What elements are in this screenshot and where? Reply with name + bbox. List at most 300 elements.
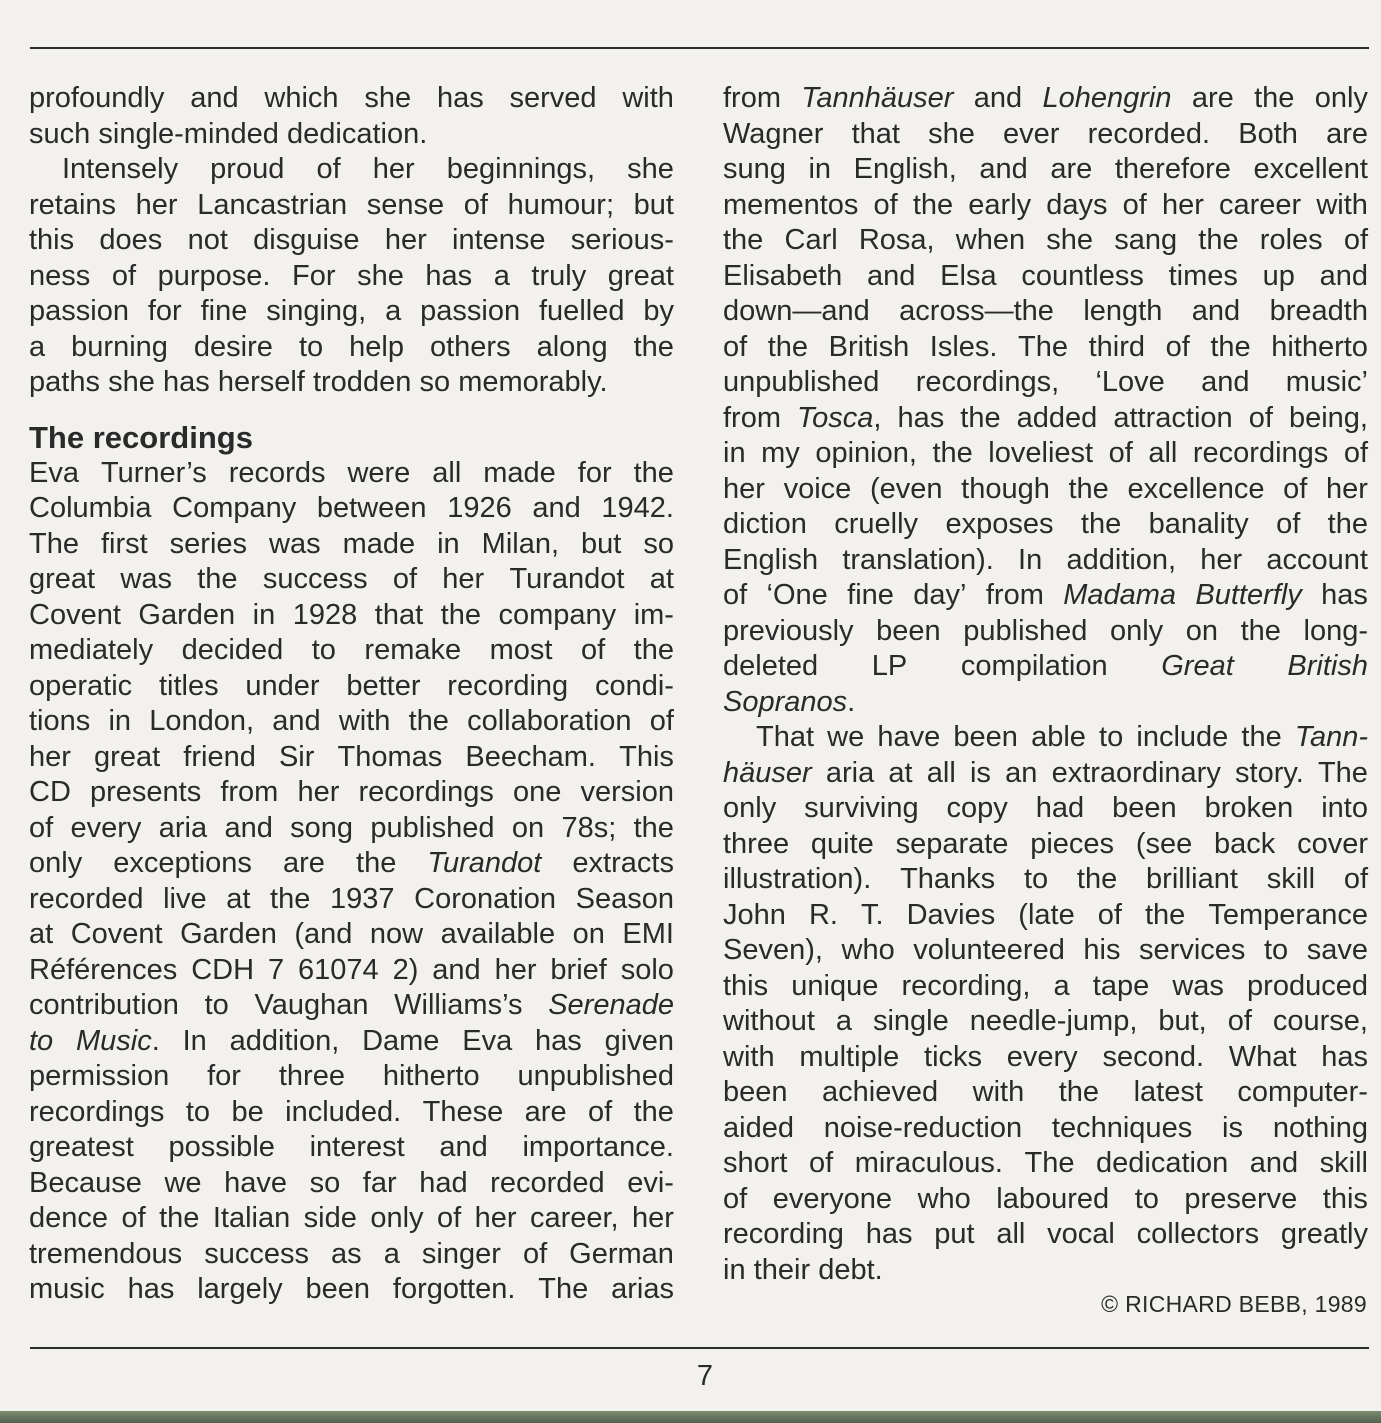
word: noise-reduction — [823, 1111, 1023, 1144]
word: aided — [723, 1111, 794, 1144]
word: an — [1005, 756, 1038, 789]
word: at — [888, 756, 913, 789]
word: of — [1343, 437, 1368, 469]
word: we — [827, 721, 865, 753]
word: with — [972, 1076, 1025, 1108]
word: vocal — [1047, 1218, 1115, 1250]
word: three — [278, 1060, 345, 1092]
word: published — [370, 811, 495, 844]
word: to — [1134, 1182, 1159, 1215]
word: times — [1168, 259, 1238, 292]
word: CD — [29, 776, 71, 808]
text-line — [29, 1237, 674, 1273]
word: Covent — [70, 918, 163, 950]
word: success — [262, 563, 368, 595]
word: serious- — [570, 224, 674, 256]
word: to — [311, 634, 336, 666]
word: has — [436, 82, 484, 114]
word: exposes — [945, 508, 1054, 540]
word: presents — [90, 776, 202, 808]
word: singing, — [266, 295, 367, 327]
word: translation). — [842, 543, 994, 576]
word: broken — [1204, 792, 1294, 824]
word: forgotten. — [392, 1273, 516, 1305]
word: the — [1241, 721, 1282, 753]
word: single-minded — [98, 117, 279, 150]
word: dence — [29, 1202, 109, 1234]
word: a — [29, 330, 46, 363]
word: along — [536, 330, 608, 363]
text-line — [723, 933, 1368, 969]
word: tions — [29, 705, 91, 737]
word: far — [362, 1166, 397, 1199]
word: only — [29, 847, 83, 879]
word: first — [100, 527, 148, 560]
word: unpublished — [517, 1060, 674, 1092]
text-line — [723, 791, 1368, 827]
text-line — [29, 365, 674, 401]
word: achieved — [822, 1076, 939, 1108]
word: has — [425, 259, 473, 292]
word: she — [364, 82, 412, 114]
word: so — [419, 366, 451, 398]
word: produced — [1247, 969, 1368, 1002]
word: volunteered — [913, 934, 1065, 966]
word: Isles. — [929, 330, 998, 363]
word: as — [331, 1237, 362, 1270]
word: Rosa, — [858, 224, 935, 256]
word: in — [808, 153, 832, 185]
word: her — [135, 188, 178, 221]
word: on — [572, 918, 605, 950]
word: Elisabeth — [723, 259, 843, 292]
word: surviving — [804, 792, 919, 824]
word: truly — [531, 259, 587, 292]
word: Eva — [462, 1024, 513, 1057]
word: put — [934, 1218, 975, 1250]
word: passion — [420, 295, 521, 327]
text-line — [29, 152, 674, 188]
word: his — [1083, 934, 1121, 966]
word: and — [432, 953, 481, 986]
word: solo — [620, 953, 674, 986]
word: permission — [29, 1060, 170, 1092]
word: the — [1068, 472, 1109, 505]
word: available — [440, 918, 556, 950]
word: extraordinary — [1051, 756, 1221, 789]
word: countless — [1021, 259, 1144, 292]
text-line — [723, 365, 1368, 401]
word: skill — [1266, 863, 1316, 895]
word: so — [309, 1166, 341, 1199]
text-line — [29, 1130, 674, 1166]
word: of — [723, 330, 748, 363]
text-line — [723, 898, 1368, 934]
word: had — [1035, 792, 1085, 824]
word: now — [369, 918, 424, 950]
word: only — [1314, 82, 1368, 114]
text-line — [29, 882, 674, 918]
word: Both — [1238, 117, 1298, 150]
word: between — [316, 492, 427, 524]
word: Music. — [76, 1024, 160, 1057]
word: three — [723, 827, 790, 860]
word: are — [1191, 82, 1234, 114]
word: long- — [1303, 614, 1368, 647]
word: 2) — [392, 953, 419, 986]
word: company — [498, 598, 617, 631]
word: Butterfly — [1195, 579, 1302, 611]
word: only — [1109, 614, 1164, 647]
word: of — [1248, 401, 1273, 434]
word: friend — [183, 740, 256, 773]
word: all — [432, 456, 462, 489]
text-line — [723, 1217, 1368, 1253]
word: single — [872, 1005, 949, 1037]
text-line — [723, 507, 1368, 543]
word: fuelled — [539, 295, 625, 327]
text-line — [29, 740, 674, 776]
word: with — [338, 705, 391, 737]
word: been — [876, 614, 941, 647]
text-line — [723, 330, 1368, 366]
word: of — [723, 579, 748, 611]
word: exceptions — [113, 847, 252, 879]
word: mementos — [723, 188, 859, 221]
word: recordings, — [915, 366, 1060, 398]
section-heading: The recordings — [29, 419, 253, 455]
word: (late — [1018, 898, 1075, 931]
word: English — [723, 543, 819, 576]
word: Milan, — [481, 527, 560, 560]
text-line — [723, 1146, 1368, 1182]
word: Elsa — [940, 259, 997, 292]
word: mediately — [29, 634, 154, 666]
word: music’ — [1285, 366, 1368, 398]
word: in — [437, 527, 460, 560]
word: she — [1046, 224, 1094, 256]
text-line — [29, 294, 674, 330]
word: in — [108, 705, 132, 737]
word: all — [926, 756, 956, 789]
word: breadth — [1269, 295, 1368, 327]
right-column — [723, 81, 1368, 1288]
word: of — [873, 188, 898, 221]
word: recording — [447, 669, 569, 702]
word: of — [580, 634, 606, 666]
word: of — [1276, 508, 1301, 540]
word: not — [187, 224, 228, 256]
word: the — [932, 437, 973, 469]
text-line — [723, 1004, 1368, 1040]
word: Carl — [784, 224, 838, 256]
word: and — [1319, 259, 1368, 292]
word: operatic — [29, 669, 133, 702]
text-line — [723, 614, 1368, 650]
word: Tannhäuser — [801, 82, 954, 114]
word: her — [372, 153, 415, 185]
text-line — [723, 649, 1368, 685]
text-line — [723, 1075, 1368, 1111]
word: from — [723, 82, 781, 114]
word: does — [99, 224, 163, 256]
word: and — [973, 82, 1023, 114]
text-line — [723, 188, 1368, 224]
word: been — [723, 1076, 788, 1108]
word: has — [897, 401, 945, 434]
word: able — [1031, 721, 1086, 753]
text-line — [723, 969, 1368, 1005]
word: great — [94, 740, 161, 773]
word: deleted — [723, 650, 819, 682]
word: that — [851, 117, 900, 150]
text-line — [723, 223, 1368, 259]
word: included. — [285, 1095, 402, 1128]
word: Coronation — [414, 882, 557, 915]
word: 1926 — [447, 492, 512, 524]
word: that — [374, 598, 424, 631]
word: all — [1148, 437, 1178, 469]
word: help — [349, 330, 404, 363]
word: was — [269, 527, 321, 560]
word: recordings — [358, 776, 494, 808]
word: up — [1262, 259, 1295, 292]
word: Sir — [278, 740, 315, 773]
word: published — [963, 614, 1088, 647]
word: being, — [1288, 401, 1368, 434]
word: which — [264, 82, 339, 114]
word: the — [1145, 898, 1186, 931]
word: Turandot — [509, 563, 625, 595]
word: only — [370, 1202, 424, 1234]
word: nothing — [1272, 1111, 1368, 1144]
word: aria — [158, 811, 208, 844]
word: opinion, — [815, 437, 917, 469]
word: her — [494, 953, 537, 986]
word: latest — [1133, 1076, 1203, 1108]
word: therefore — [1114, 153, 1231, 185]
word: remake — [364, 634, 462, 666]
word: of — [436, 1202, 462, 1234]
word: (even — [869, 472, 943, 505]
word: recordings — [1192, 437, 1329, 469]
text-line — [29, 223, 674, 259]
word: who — [917, 1182, 971, 1215]
word: are — [524, 1095, 567, 1128]
word: a — [385, 295, 402, 327]
word: the — [960, 401, 1001, 434]
word: häuser — [723, 756, 812, 789]
word: illustration). — [723, 863, 872, 895]
word: passion — [29, 295, 129, 327]
word: In — [182, 1024, 207, 1057]
word: include — [1136, 721, 1229, 753]
text-line — [29, 1024, 674, 1060]
word: of — [1122, 188, 1147, 221]
word: Thanks — [900, 863, 996, 895]
word: multiple — [799, 1040, 900, 1073]
text-line — [29, 188, 674, 224]
word: ticks — [924, 1040, 983, 1073]
word: in — [723, 437, 746, 469]
word: of — [522, 1237, 548, 1270]
word: are — [1326, 117, 1368, 150]
word: the — [356, 847, 397, 879]
word: career — [1219, 188, 1302, 221]
word: retains — [29, 188, 117, 221]
word: a — [383, 1237, 400, 1270]
word: EMI — [622, 918, 674, 950]
word: cruelly — [834, 508, 919, 540]
word: and — [532, 492, 581, 524]
word: this — [1322, 1182, 1368, 1215]
word: sang — [1114, 224, 1178, 256]
word: early — [968, 188, 1032, 221]
word: the — [197, 563, 238, 595]
word: Seven), — [723, 934, 823, 966]
text-line — [29, 491, 674, 527]
word: Garden — [138, 598, 236, 631]
word: intense — [452, 224, 546, 256]
text-line — [723, 1040, 1368, 1076]
word: of — [1227, 1005, 1252, 1037]
word: Intensely — [62, 153, 179, 185]
text-line — [723, 472, 1368, 508]
text-line — [723, 756, 1368, 792]
word: short — [723, 1147, 788, 1179]
text-line — [723, 720, 1368, 756]
word: with — [1316, 188, 1368, 221]
word: im- — [633, 598, 674, 631]
word: the — [408, 705, 449, 737]
word: For — [292, 259, 336, 292]
text-line — [723, 152, 1368, 188]
word: the — [767, 330, 809, 363]
word: her — [297, 776, 340, 808]
word: R. — [808, 898, 838, 931]
word: These — [422, 1095, 504, 1128]
word: The — [29, 527, 79, 560]
word: and — [224, 811, 273, 844]
word: has — [162, 366, 210, 398]
word: on — [511, 811, 545, 844]
word: be — [231, 1095, 264, 1128]
word: of — [723, 1182, 748, 1215]
word: separate — [895, 827, 1009, 860]
word: Madama — [1063, 579, 1177, 611]
word: of — [463, 188, 488, 221]
word: was — [120, 563, 172, 595]
word: great — [607, 259, 674, 292]
word: save — [1306, 934, 1368, 966]
bottom-rule — [30, 1347, 1369, 1349]
recordings-paragraph — [29, 456, 674, 1308]
word: my — [761, 437, 800, 469]
word: the — [633, 456, 674, 489]
text-line — [29, 456, 674, 492]
word: previously — [723, 614, 854, 647]
word: Covent — [29, 598, 121, 631]
word: of — [29, 811, 54, 844]
word: music — [29, 1273, 105, 1305]
word: Vaughan — [254, 989, 369, 1021]
word: collaboration — [467, 705, 632, 737]
word: and — [1191, 295, 1241, 327]
word: a — [835, 1005, 852, 1037]
word: excellent — [1253, 153, 1368, 185]
word: recorded — [490, 1166, 605, 1199]
word: the — [1327, 508, 1368, 540]
word: every — [70, 811, 142, 844]
word: miraculous. — [854, 1147, 1003, 1179]
word: every — [1006, 1040, 1078, 1073]
word: the — [1080, 508, 1122, 540]
word: services — [1139, 934, 1246, 966]
right-paragraphs — [723, 81, 1368, 1288]
text-line — [723, 862, 1368, 898]
word: aria — [825, 756, 875, 789]
word: on — [1185, 614, 1219, 647]
word: of — [1108, 437, 1133, 469]
word: pieces — [1030, 827, 1115, 860]
word: the — [270, 882, 311, 915]
word: Wagner — [723, 117, 824, 150]
word: of — [1283, 472, 1308, 505]
word: and — [190, 82, 239, 114]
word: techniques — [1051, 1111, 1193, 1144]
word: hitherto — [382, 1060, 480, 1092]
word: greatly — [1280, 1218, 1368, 1250]
word: her — [384, 224, 427, 256]
text-line — [723, 1182, 1368, 1218]
word: 1942. — [601, 492, 674, 524]
word: LP — [871, 650, 908, 682]
word: computer- — [1237, 1076, 1368, 1108]
word: her — [442, 563, 485, 595]
text-line — [723, 685, 1368, 721]
word: from — [985, 579, 1044, 611]
word: herself — [217, 366, 305, 398]
word: titles — [158, 669, 219, 702]
text-line — [29, 330, 674, 366]
word: but, — [1158, 1005, 1207, 1037]
word: hitherto — [1271, 330, 1368, 363]
word: served — [509, 82, 597, 114]
word: side — [303, 1202, 357, 1234]
word: career, — [529, 1202, 619, 1234]
word: of — [1097, 898, 1122, 931]
text-line — [29, 775, 674, 811]
word: when — [955, 224, 1026, 256]
word: records — [228, 456, 326, 489]
word: recording, — [901, 969, 1031, 1002]
word: What — [1228, 1040, 1297, 1073]
word: burning — [71, 330, 168, 363]
text-line — [723, 1111, 1368, 1147]
word: proud — [210, 153, 285, 185]
text-line — [29, 917, 674, 953]
word: days — [1046, 188, 1108, 221]
text-line — [29, 811, 674, 847]
word: her — [723, 472, 765, 505]
word: Lohengrin — [1042, 82, 1172, 114]
word: the — [633, 1095, 674, 1128]
word: skill — [1319, 1147, 1368, 1179]
text-line — [29, 988, 674, 1024]
page-number: 7 — [696, 1360, 714, 1392]
word: have — [224, 1166, 287, 1199]
word: unique — [791, 969, 879, 1002]
